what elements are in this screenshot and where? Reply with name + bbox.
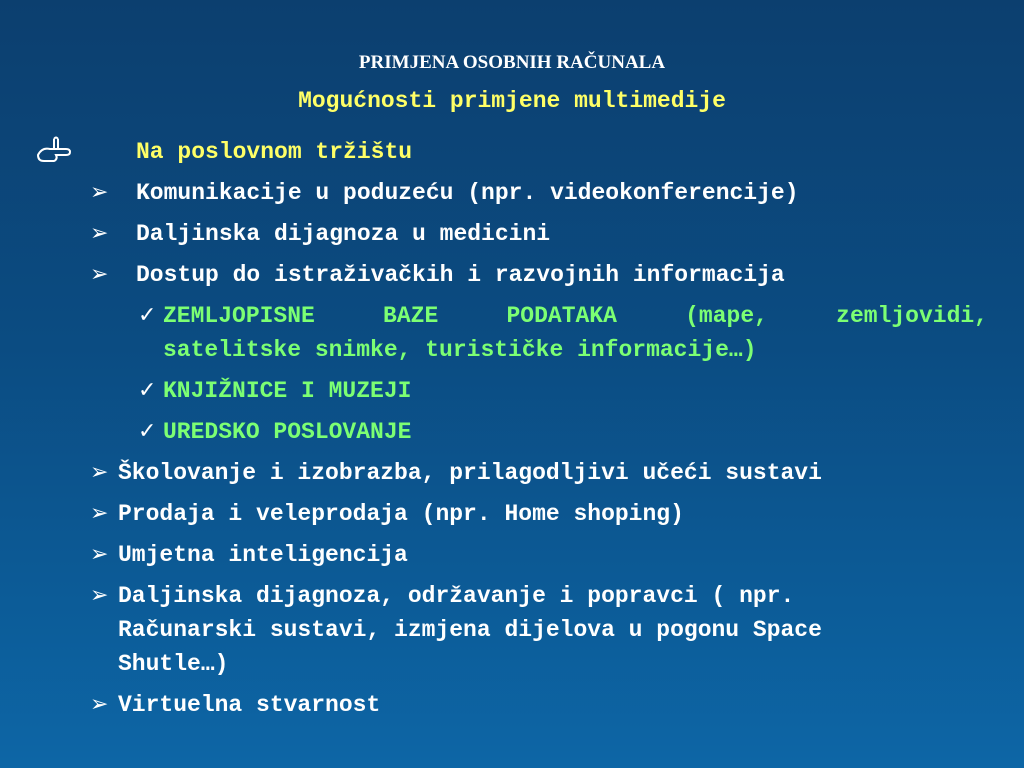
list-item: Virtuelna stvarnost [118, 692, 381, 718]
section-heading: Na poslovnom tržištu [136, 139, 413, 165]
arrow-bullet-icon: ➢ [90, 221, 109, 246]
arrow-bullet-icon: ➢ [90, 692, 109, 717]
arrow-bullet-icon: ➢ [90, 262, 109, 287]
checkmark-icon: ✓ [138, 303, 157, 328]
checkmark-icon: ✓ [138, 378, 157, 403]
sub-list-item-continuation: satelitske snimke, turističke informacije…) [163, 337, 757, 363]
sub-list-item: UREDSKO POSLOVANJE [163, 419, 412, 445]
checkmark-icon: ✓ [138, 419, 157, 444]
list-item: Umjetna inteligencija [118, 542, 408, 568]
list-item: Daljinska dijagnoza, održavanje i popravci ( npr. [118, 583, 795, 609]
list-item: Školovanje i izobrazba, prilagodljivi učeći sustavi [118, 460, 822, 486]
list-item: Daljinska dijagnoza u medicini [136, 221, 551, 247]
arrow-bullet-icon: ➢ [90, 180, 109, 205]
arrow-bullet-icon: ➢ [90, 583, 109, 608]
sub-list-item: KNJIŽNICE I MUZEJI [163, 378, 412, 404]
arrow-bullet-icon: ➢ [90, 460, 109, 485]
page-title: PRIMJENA OSOBNIH RAČUNALA [358, 52, 666, 73]
list-item-continuation: Računarski sustavi, izmjena dijelova u pogonu Space [118, 617, 822, 643]
arrow-bullet-icon: ➢ [90, 542, 109, 567]
list-item: Komunikacije u poduzeću (npr. videokonferencije) [136, 180, 799, 206]
arrow-bullet-icon: ➢ [90, 501, 109, 526]
sub-list-item: ZEMLJOPISNE BAZE PODATAKA (mape, zemljovidi, [163, 303, 988, 329]
list-item-continuation: Shutle…) [118, 651, 229, 677]
list-item: Dostup do istraživačkih i razvojnih informacija [136, 262, 785, 288]
list-item: Prodaja i veleprodaja (npr. Home shoping) [118, 501, 684, 527]
page-subtitle: Mogućnosti primjene multimedije [298, 88, 726, 114]
pointing-hand-icon [36, 135, 76, 176]
